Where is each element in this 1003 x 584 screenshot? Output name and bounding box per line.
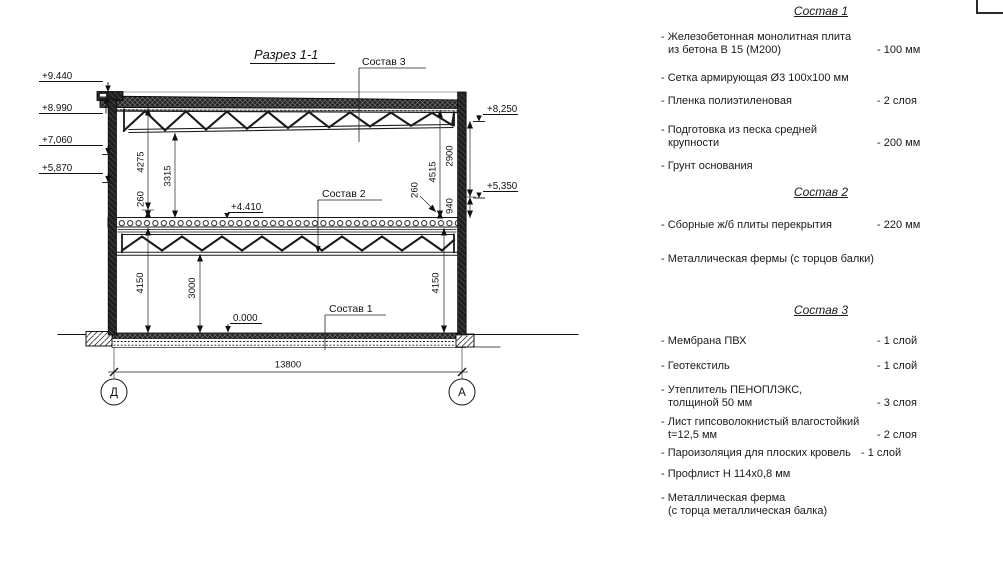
- item-line1: - Сборные ж/б плиты перекрытия: [661, 219, 832, 231]
- list-item: [661, 31, 985, 57]
- list-item: [661, 253, 985, 266]
- elev-0000: 0.000: [233, 313, 258, 324]
- roof-truss: [117, 110, 459, 133]
- list-item: [661, 360, 985, 373]
- composition-2-heading: Состав 2: [793, 185, 849, 199]
- elev-8990: +8.990: [42, 103, 73, 114]
- item-value: - 1 слой: [861, 447, 902, 459]
- item-value: - 200 мм: [877, 137, 921, 149]
- column-left: [108, 99, 116, 335]
- composition-1-heading: Состав 1: [793, 4, 849, 18]
- item-line1: - Железобетонная монолитная плита: [661, 31, 852, 43]
- floor-slab-band: [108, 218, 466, 228]
- column-right: [458, 92, 467, 335]
- dim-2900: 2900: [444, 145, 456, 167]
- elev-7060: +7,060: [42, 135, 73, 146]
- item-line2: крупности: [668, 137, 720, 149]
- list-item: [661, 335, 985, 348]
- dimension-labels: [110, 145, 466, 399]
- dim-4150-right: 4150: [430, 272, 442, 294]
- item-value: - 1 слой: [877, 360, 918, 372]
- item-line1: - Утеплитель ПЕНОПЛЭКС,: [661, 384, 803, 396]
- item-line1: - Грунт основания: [661, 160, 753, 172]
- elev-9440: +9.440: [42, 71, 73, 82]
- dim-4275: 4275: [135, 151, 147, 173]
- ground-floor-underlayers: [112, 339, 466, 348]
- item-line1: - Сетка армирующая Ø3 100x100 мм: [661, 72, 849, 84]
- callout-sostav2: Состав 2: [322, 188, 366, 200]
- item-value: - 2 слоя: [877, 95, 918, 107]
- dim-260-left: 260: [135, 191, 147, 207]
- ground-floor-screed: [112, 333, 466, 339]
- list-item: [661, 447, 985, 460]
- item-line1: - Подготовка из песка средней: [661, 124, 817, 136]
- item-line2: (с торца металлическая балка): [668, 505, 828, 517]
- sheet-frame-corner: [976, 0, 1003, 14]
- list-item: [661, 492, 985, 518]
- compositions-panel: [655, 0, 987, 584]
- axis-letter-right: А: [458, 387, 466, 399]
- callout-sostav1: Состав 1: [329, 303, 373, 315]
- item-line1: - Лист гипсоволокнистый влагостойкий: [661, 416, 860, 428]
- floor-truss: [116, 235, 458, 256]
- dim-3315: 3315: [162, 165, 174, 187]
- list-item: [661, 468, 985, 481]
- dim-4150-left: 4150: [135, 272, 146, 294]
- foundation-right: [456, 334, 474, 347]
- elev-5870: +5,870: [42, 163, 73, 174]
- elev-8250: +8,250: [487, 104, 518, 115]
- dim-940: 940: [444, 198, 456, 214]
- callout-sostav3: Состав 3: [362, 56, 406, 68]
- elev-4410: +4.410: [231, 202, 262, 213]
- dim-span-13800: 13800: [274, 359, 302, 371]
- item-line1: - Металлическая фермы (с торцов балки): [661, 253, 874, 265]
- item-value: - 220 мм: [877, 219, 921, 231]
- dim-260-right: 260: [409, 182, 421, 198]
- dim-3000: 3000: [187, 277, 198, 299]
- section-title: Разрез 1-1: [254, 47, 319, 62]
- item-line2: t=12,5 мм: [668, 429, 718, 441]
- list-item: [661, 384, 985, 410]
- item-line1: - Металлическая ферма: [661, 492, 786, 504]
- list-item: [661, 416, 985, 442]
- list-item: [661, 95, 985, 108]
- dim-4515: 4515: [427, 161, 439, 183]
- item-line1: - Мембрана ПВХ: [661, 335, 747, 347]
- list-item: [661, 72, 985, 85]
- roof-assembly-band: [100, 96, 466, 109]
- item-line2: толщиной 50 мм: [668, 397, 753, 409]
- item-line1: - Геотекстиль: [661, 360, 730, 372]
- item-value: - 3 слоя: [877, 397, 918, 409]
- item-line1: - Пароизоляция для плоских кровель: [661, 447, 851, 459]
- list-item: [661, 219, 985, 232]
- item-value: - 2 слоя: [877, 429, 918, 441]
- composition-3-heading: Состав 3: [793, 303, 849, 317]
- list-item: [661, 124, 985, 150]
- elev-5350: +5,350: [487, 181, 518, 192]
- list-item: [661, 160, 985, 173]
- item-line2: из бетона В 15 (М200): [668, 44, 781, 56]
- item-value: - 1 слой: [877, 335, 918, 347]
- item-value: - 100 мм: [877, 44, 921, 56]
- item-line1: - Пленка полиэтиленовая: [661, 95, 792, 107]
- item-line1: - Профлист Н 114х0,8 мм: [661, 468, 791, 480]
- axis-letter-left: Д: [110, 387, 118, 399]
